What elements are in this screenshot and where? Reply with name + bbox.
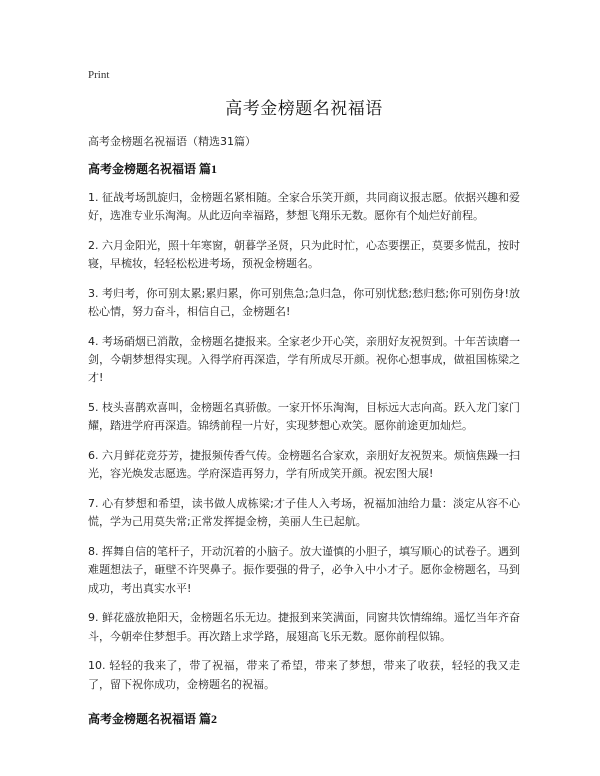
list-item: 7. 心有梦想和希望，读书做人成栋梁;才子佳人入考场，祝福加油给力量：淡定从容不心慌，学为己用莫失常;正常发挥提金榜，美丽人生已起航。 [88,497,520,529]
section-2 [88,712,520,727]
print-label[interactable]: Print [88,69,110,81]
list-item: 10. 轻轻的我来了，带了祝福，带来了希望，带来了梦想，带来了收获，轻轻的我又走了，留下祝你成功，金榜题名的祝福。 [88,659,520,691]
section-heading: 高考金榜题名祝福语 篇2 [88,711,218,726]
page-title: 高考金榜题名祝福语 [225,99,383,119]
list-item: 3. 考归考，你可别太累;累归累，你可别焦急;急归急，你可别忧愁;愁归愁;你可别伤身!放松心情，努力奋斗，相信自己，金榜题名! [88,287,520,319]
list-item: 5. 枝头喜鹊欢喜叫，金榜题名真骄傲。一家开怀乐淘淘，目标远大志向高。跃入龙门家门耀，踏进学府再深造。锦绣前程一片好，实现梦想心欢笑。愿你前途更加灿烂。 [88,401,520,433]
list-item: 2. 六月金阳光，照十年寒窗，朝暮学圣贤，只为此时忙，心态要摆正，莫要多慌乱，按时寝，早梳妆，轻轻松松进考场，预祝金榜题名。 [88,239,520,271]
list-item: 6. 六月鲜花竞芬芳，捷报频传香气传。金榜题名合家欢，亲朋好友祝贺来。烦恼焦躁一扫光，容光焕发志愿选。学府深造再努力，学有所成笑开颜。祝宏图大展! [88,449,520,481]
section-1 [88,162,520,694]
list-item: 8. 挥舞自信的笔杆子，开动沉着的小脑子。放大谨慎的小胆子，填写顺心的试卷子。遇到难题想法子，砸壁不许哭鼻子。振作要强的骨子，必争入中小才子。愿你金榜题名，马到成功，考出真实水平! [88,545,520,595]
list-item: 1. 征战考场凯旋归，金榜题名紧相随。全家合乐笑开颜，共同商议报志愿。依据兴趣和爱好，选准专业乐淘淘。从此迈向幸福路，梦想飞翔乐无数。愿你有个灿烂好前程。 [88,191,520,223]
blessing-list [88,189,520,694]
list-item: 9. 鲜花盛放艳阳天，金榜题名乐无边。捷报到来笑满面，同窗共饮情绵绵。遥忆当年齐奋斗，今朝牵住梦想手。再次踏上求学路，展翅高飞乐无数。愿你前程似锦。 [88,611,520,643]
list-item: 4. 考场硝烟已消散，金榜题名捷报来。全家老少开心笑，亲朋好友祝贺到。十年苦读磨一剑，今朝梦想得实现。入得学府再深造，学有所成尽开颜。祝你心想事成，做祖国栋梁之才! [88,335,520,385]
section-heading: 高考金榜题名祝福语 篇1 [88,162,218,176]
document-page [88,68,520,739]
document-subtitle: 高考金榜题名祝福语（精选31篇） [88,135,256,148]
